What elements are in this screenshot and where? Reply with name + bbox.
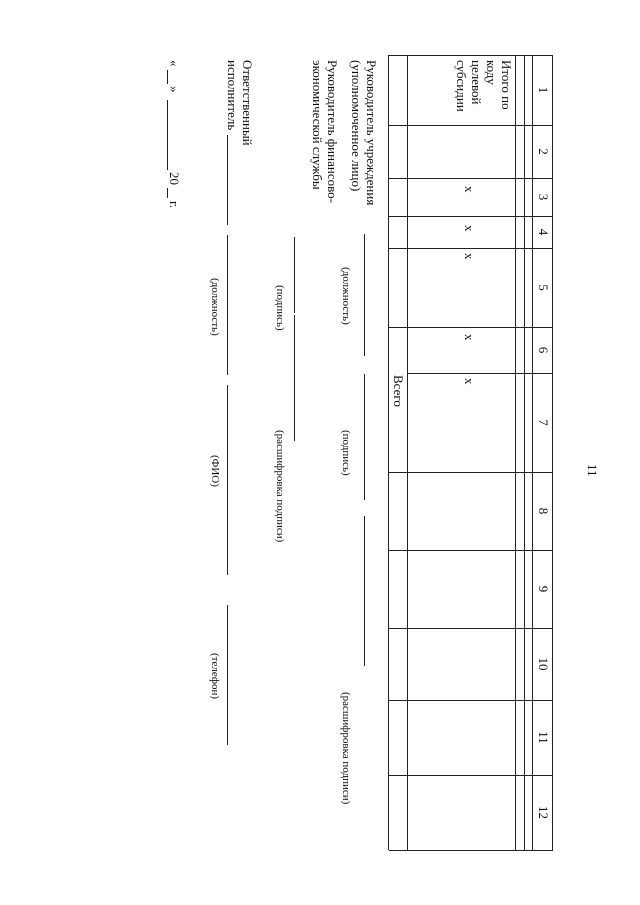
table-col-line — [389, 55, 553, 56]
page-number: 11 — [585, 464, 600, 477]
head-name-caption: (расшифровка подписи) — [340, 692, 352, 805]
table-col-line — [389, 216, 553, 217]
date-quote-close: » — [167, 86, 182, 93]
table-col-line — [389, 327, 553, 328]
executor-label: Ответственный исполнитель — [225, 60, 255, 146]
table-col-line — [389, 628, 553, 629]
column-number-9: 9 — [536, 585, 551, 593]
executor-phone-caption: (телефон) — [209, 653, 221, 700]
executor-phone-line — [227, 605, 228, 745]
head-position-line — [364, 234, 365, 356]
date-year-line — [167, 188, 168, 198]
column-number-2: 2 — [536, 148, 551, 155]
date-year: 20 — [167, 172, 182, 185]
column-number-10: 10 — [536, 657, 551, 671]
column-number-8: 8 — [536, 507, 551, 515]
table-row-line — [524, 55, 525, 850]
executor-position-caption: (должность) — [209, 278, 221, 336]
table-col-line — [389, 248, 553, 249]
finance-name-line — [294, 315, 295, 441]
x-mark: х — [462, 378, 477, 385]
executor-name-caption: (ФИО) — [209, 455, 221, 487]
table-col-line — [389, 550, 553, 551]
table-row-line — [515, 55, 516, 850]
head-label: Руководитель учреждения (уполномоченное лицо) — [349, 60, 379, 206]
finance-signature-caption: (подпись) — [274, 285, 286, 331]
x-mark: х — [462, 334, 477, 341]
table-row-line — [407, 55, 408, 850]
executor-extra-line — [227, 135, 228, 225]
x-mark: х — [462, 186, 477, 193]
table-border-bottom — [388, 55, 389, 850]
table-row-line — [532, 55, 533, 850]
table-col-line — [389, 700, 553, 701]
column-number-6: 6 — [536, 346, 551, 354]
head-position-caption: (должность) — [340, 267, 352, 325]
column-number-1: 1 — [536, 86, 551, 94]
total-by-code-label: Итого по коду целевой субсидии — [454, 60, 514, 112]
column-number-4: 4 — [536, 228, 551, 236]
finance-label: Руководитель финансово- экономической службы — [310, 60, 340, 203]
table-border-right — [389, 850, 553, 851]
date-suffix: г. — [167, 201, 182, 209]
column-number-3: 3 — [536, 193, 551, 201]
head-name-line — [364, 516, 365, 666]
table-col-line — [389, 125, 553, 126]
table-col-line — [389, 472, 553, 473]
column-number-12: 12 — [536, 806, 551, 819]
finance-name-caption: (расшифровка подписи) — [274, 430, 286, 543]
date-day-line — [167, 70, 168, 84]
column-number-11: 11 — [536, 731, 551, 744]
executor-position-line — [227, 235, 228, 375]
executor-name-line — [227, 385, 228, 575]
head-signature-line — [364, 374, 365, 500]
table-col-line — [408, 373, 553, 374]
date-quote-open: « — [167, 60, 182, 67]
column-number-7: 7 — [536, 419, 551, 426]
grand-total-label: Всего — [391, 375, 406, 407]
finance-signature-line — [294, 237, 295, 313]
table-border-top — [552, 55, 553, 850]
head-signature-caption: (подпись) — [340, 430, 352, 476]
date-month-line — [167, 100, 168, 170]
table-col-line — [389, 775, 553, 776]
x-mark: х — [462, 225, 477, 232]
table-col-line — [389, 178, 553, 179]
x-mark: х — [462, 253, 477, 260]
column-number-5: 5 — [536, 284, 551, 291]
